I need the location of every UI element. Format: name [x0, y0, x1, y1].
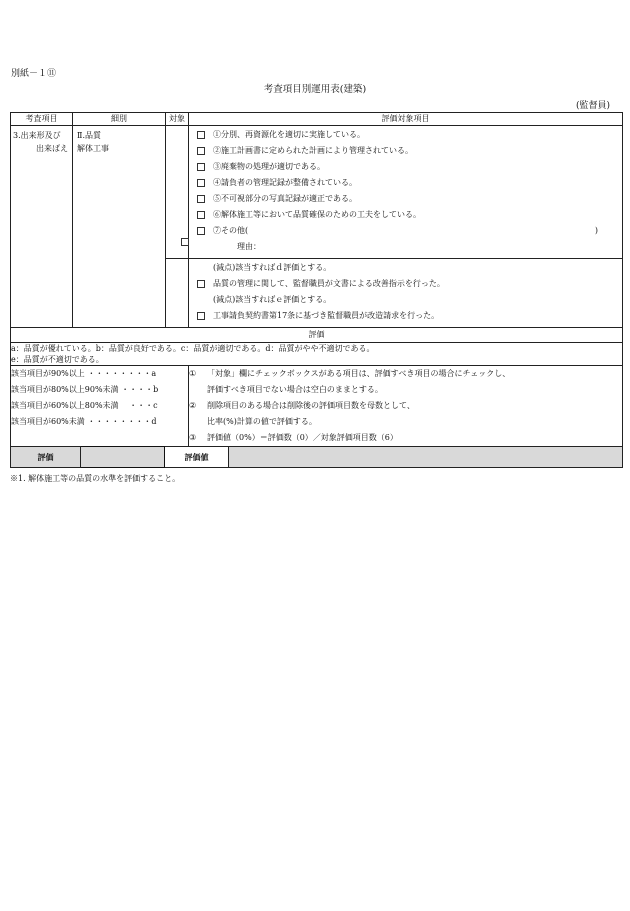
- item-label: ⑤不可視部分の写真記録が適正である。: [213, 194, 357, 203]
- list-item: [189, 207, 622, 223]
- items-row: [11, 126, 623, 259]
- role-label: (監督員): [575, 101, 610, 111]
- item-label: ③廃棄物の処理が適切である。: [213, 162, 325, 171]
- item-checkbox[interactable]: [197, 147, 205, 155]
- bottom-note: ※1. 解体施工等の品質の水準を評価すること。: [10, 474, 181, 483]
- list-item: [189, 223, 622, 239]
- list-item: [189, 175, 622, 191]
- category-line2: 出来ばえ: [36, 144, 68, 153]
- note-line: 比率(%)計算の値で評価する。: [207, 417, 317, 426]
- grades-definition: [11, 343, 623, 366]
- scale-line: 該当項目が90%以上 ・・・・・・・・a: [11, 369, 157, 378]
- grades-line2: e：品質が不適切である。: [11, 355, 104, 364]
- footer-row: [11, 447, 623, 468]
- item-checkbox[interactable]: [197, 131, 205, 139]
- item-checkbox[interactable]: [197, 179, 205, 187]
- evaluation-heading: 評価: [11, 328, 623, 343]
- document-reference: 別紙－１⑪: [11, 69, 57, 79]
- notes-cell: [189, 366, 623, 447]
- target-checkbox[interactable]: [181, 238, 189, 246]
- deductions-cell: [189, 259, 623, 328]
- category-line1: 3.出来形及び: [13, 131, 61, 140]
- deduction-note-d: (減点)該当すればｄ評価とする。: [213, 263, 332, 272]
- subcategory-line1: Ⅱ.品質: [77, 131, 101, 140]
- deduction-checkbox-e[interactable]: [197, 312, 205, 320]
- subcategory-line2: 解体工事: [77, 144, 109, 153]
- grades-row: [11, 343, 623, 366]
- page-title: 考査項目別運用表(建築): [263, 84, 367, 95]
- item-label: ⑥解体施工等において品質確保のための工夫をしている。: [213, 210, 421, 219]
- note-line: ① 「対象」欄にチェックボックスがある項目は、評価すべき項目の場合にチェックし、: [189, 369, 511, 378]
- list-item: [189, 143, 622, 159]
- scale-line: 該当項目が60%以上80%未満 ・・・c: [11, 401, 158, 410]
- list-item: [189, 159, 622, 175]
- header-subcategory: 細別: [73, 113, 166, 126]
- eval-value-field: [229, 447, 623, 468]
- item-checkbox[interactable]: [197, 163, 205, 171]
- deduction-target-cell: [166, 259, 189, 328]
- eval-input[interactable]: [81, 447, 165, 468]
- reason-row: [189, 239, 622, 255]
- reason-label: 理由：: [237, 242, 261, 251]
- footer-table: [10, 446, 623, 468]
- item-checkbox[interactable]: [197, 195, 205, 203]
- table-header-row: [11, 113, 623, 126]
- scale-line: 該当項目が80%以上90%未満 ・・・・b: [11, 385, 159, 394]
- deduction-note-e: (減点)該当すればｅ評価とする。: [213, 295, 332, 304]
- grade-scale: [11, 366, 189, 447]
- deduction-item-d: 品質の管理に関して、監督職員が文書による改善指示を行った。: [189, 276, 622, 292]
- item-checkbox[interactable]: [197, 227, 205, 235]
- other-close-paren: ): [594, 226, 598, 235]
- item-label: ②施工計画書に定められた計画により管理されている。: [213, 146, 413, 155]
- deduction-checkbox-d[interactable]: [197, 280, 205, 288]
- scale-notes-row: [11, 366, 623, 447]
- grades-line1: a：品質が優れている。b：品質が良好である。c：品質が適切である。d：品質がやや不適切である。: [11, 344, 375, 353]
- list-item: [189, 127, 622, 143]
- item-label: ④請負者の管理記録が整備されている。: [213, 178, 357, 187]
- list-item: [189, 191, 622, 207]
- deduction-item-e: 工事請負契約書第17条に基づき監督職員が改造請求を行った。: [189, 308, 622, 324]
- subcategory-cell: [73, 126, 166, 328]
- note-line: ③ 評価値（0%）＝評価数（0）／対象評価項目数（6）: [189, 433, 398, 442]
- evaluation-table: [10, 112, 623, 447]
- eval-value-label: 評価値: [165, 447, 229, 468]
- evaluation-table-frame: [10, 112, 622, 468]
- items-cell: [189, 126, 623, 259]
- item-label: ⑦その他(: [213, 226, 249, 235]
- item-label: ①分別、再資源化を適切に実施している。: [213, 130, 365, 139]
- evaluation-heading-row: [11, 328, 623, 343]
- eval-label: 評価: [11, 447, 81, 468]
- category-cell: [11, 126, 73, 328]
- header-category: 考査項目: [11, 113, 73, 126]
- header-target: 対象: [166, 113, 189, 126]
- note-line: 評価すべき項目でない場合は空白のままとする。: [207, 385, 383, 394]
- item-checkbox[interactable]: [197, 211, 205, 219]
- scale-line: 該当項目が60%未満 ・・・・・・・・d: [11, 417, 157, 426]
- target-cell: [166, 126, 189, 259]
- note-line: ② 削除項目のある場合は削除後の評価項目数を母数として、: [189, 401, 415, 410]
- header-items: 評価対象項目: [189, 113, 623, 126]
